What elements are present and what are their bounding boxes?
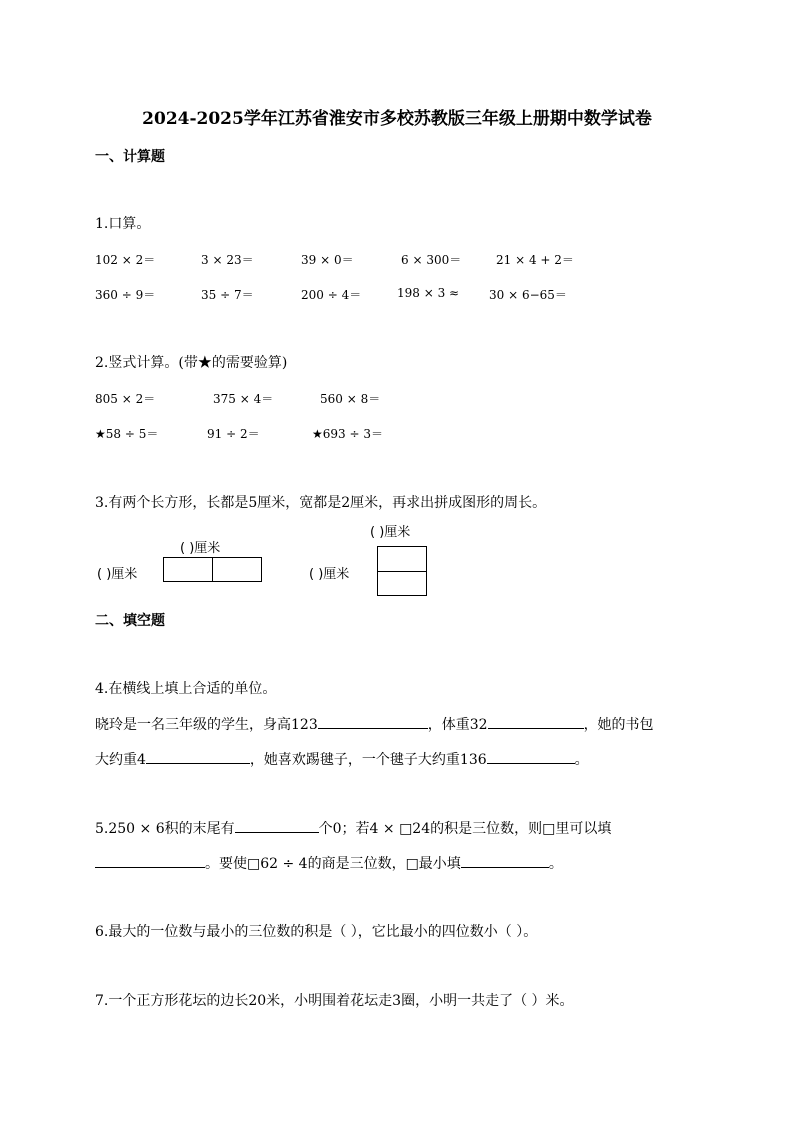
q5-text: 5.250 × 6积的末尾有 (95, 821, 235, 837)
calc-item: ★693 ÷ 3＝ (312, 427, 383, 441)
question-5-line-2 (95, 853, 563, 873)
q4-text: ，体重32 (427, 717, 488, 733)
calc-item: 35 ÷ 7＝ (201, 288, 254, 302)
figure-1-rectangles (163, 557, 262, 582)
calc-item: 560 × 8＝ (320, 392, 381, 406)
answer-blank[interactable] (487, 749, 575, 764)
figure-1-divider (212, 558, 213, 581)
section-heading-calc: 一、计算题 (95, 149, 165, 165)
calc-item: 3 × 23＝ (201, 253, 254, 267)
figure-1-top-label: ( )厘米 (180, 541, 221, 556)
q5-text: 。 (548, 856, 563, 872)
calc-item: 102 × 2＝ (95, 253, 156, 267)
q4-text: ，她的书包 (583, 717, 654, 733)
calc-item: 39 × 0＝ (301, 253, 354, 267)
q4-text: 。 (574, 752, 589, 768)
answer-blank[interactable] (318, 714, 428, 729)
q4-text: 大约重4 (95, 752, 146, 768)
question-7: 7.一个正方形花坛的边长20米，小明围着花坛走3圈，小明一共走了（ ）米。 (95, 993, 574, 1009)
calc-item: 805 × 2＝ (95, 392, 156, 406)
question-2-label: 2.竖式计算。(带★的需要验算) (95, 355, 288, 371)
q5-text: 。要使□62 ÷ 4的商是三位数，□最小填 (205, 856, 461, 872)
figure-2-top-label: ( )厘米 (370, 525, 411, 540)
calc-item: 30 × 6−65＝ (489, 288, 567, 302)
question-1-label: 1.口算。 (95, 216, 151, 232)
page-title: 2024-2025学年江苏省淮安市多校苏教版三年级上册期中数学试卷 (142, 109, 652, 129)
figure-2-divider (378, 571, 426, 572)
figure-2-left-label: ( )厘米 (309, 567, 350, 582)
figure-1-left-label: ( )厘米 (97, 567, 138, 582)
question-5-line-1 (95, 818, 611, 838)
answer-blank[interactable] (95, 853, 205, 868)
answer-blank[interactable] (461, 853, 549, 868)
calc-item: 200 ÷ 4＝ (301, 288, 362, 302)
section-heading-fill: 二、填空题 (95, 613, 165, 629)
figure-2-rectangles (377, 546, 427, 596)
question-4-label: 4.在横线上填上合适的单位。 (95, 681, 277, 697)
question-3-label: 3.有两个长方形，长都是5厘米，宽都是2厘米，再求出拼成图形的周长。 (95, 495, 547, 511)
q5-text: 个0；若4 × □24的积是三位数，则□里可以填 (318, 821, 612, 837)
q4-text: 晓玲是一名三年级的学生，身高123 (95, 717, 318, 733)
calc-item: 375 × 4＝ (213, 392, 274, 406)
q4-text: ，她喜欢踢毽子，一个毽子大约重136 (249, 752, 487, 768)
calc-item: 21 × 4 + 2＝ (496, 253, 574, 267)
answer-blank[interactable] (235, 818, 319, 833)
question-6: 6.最大的一位数与最小的三位数的积是（ ），它比最小的四位数小（ ）。 (95, 924, 538, 940)
answer-blank[interactable] (146, 749, 250, 764)
calc-item: 6 × 300＝ (401, 253, 462, 267)
answer-blank[interactable] (488, 714, 584, 729)
calc-item: ★58 ÷ 5＝ (95, 427, 159, 441)
question-4-line-1 (95, 714, 654, 734)
question-4-line-2 (95, 749, 589, 769)
calc-item: 198 × 3 ≈ (397, 286, 460, 300)
calc-item: 360 ÷ 9＝ (95, 288, 156, 302)
calc-item: 91 ÷ 2＝ (207, 427, 260, 441)
